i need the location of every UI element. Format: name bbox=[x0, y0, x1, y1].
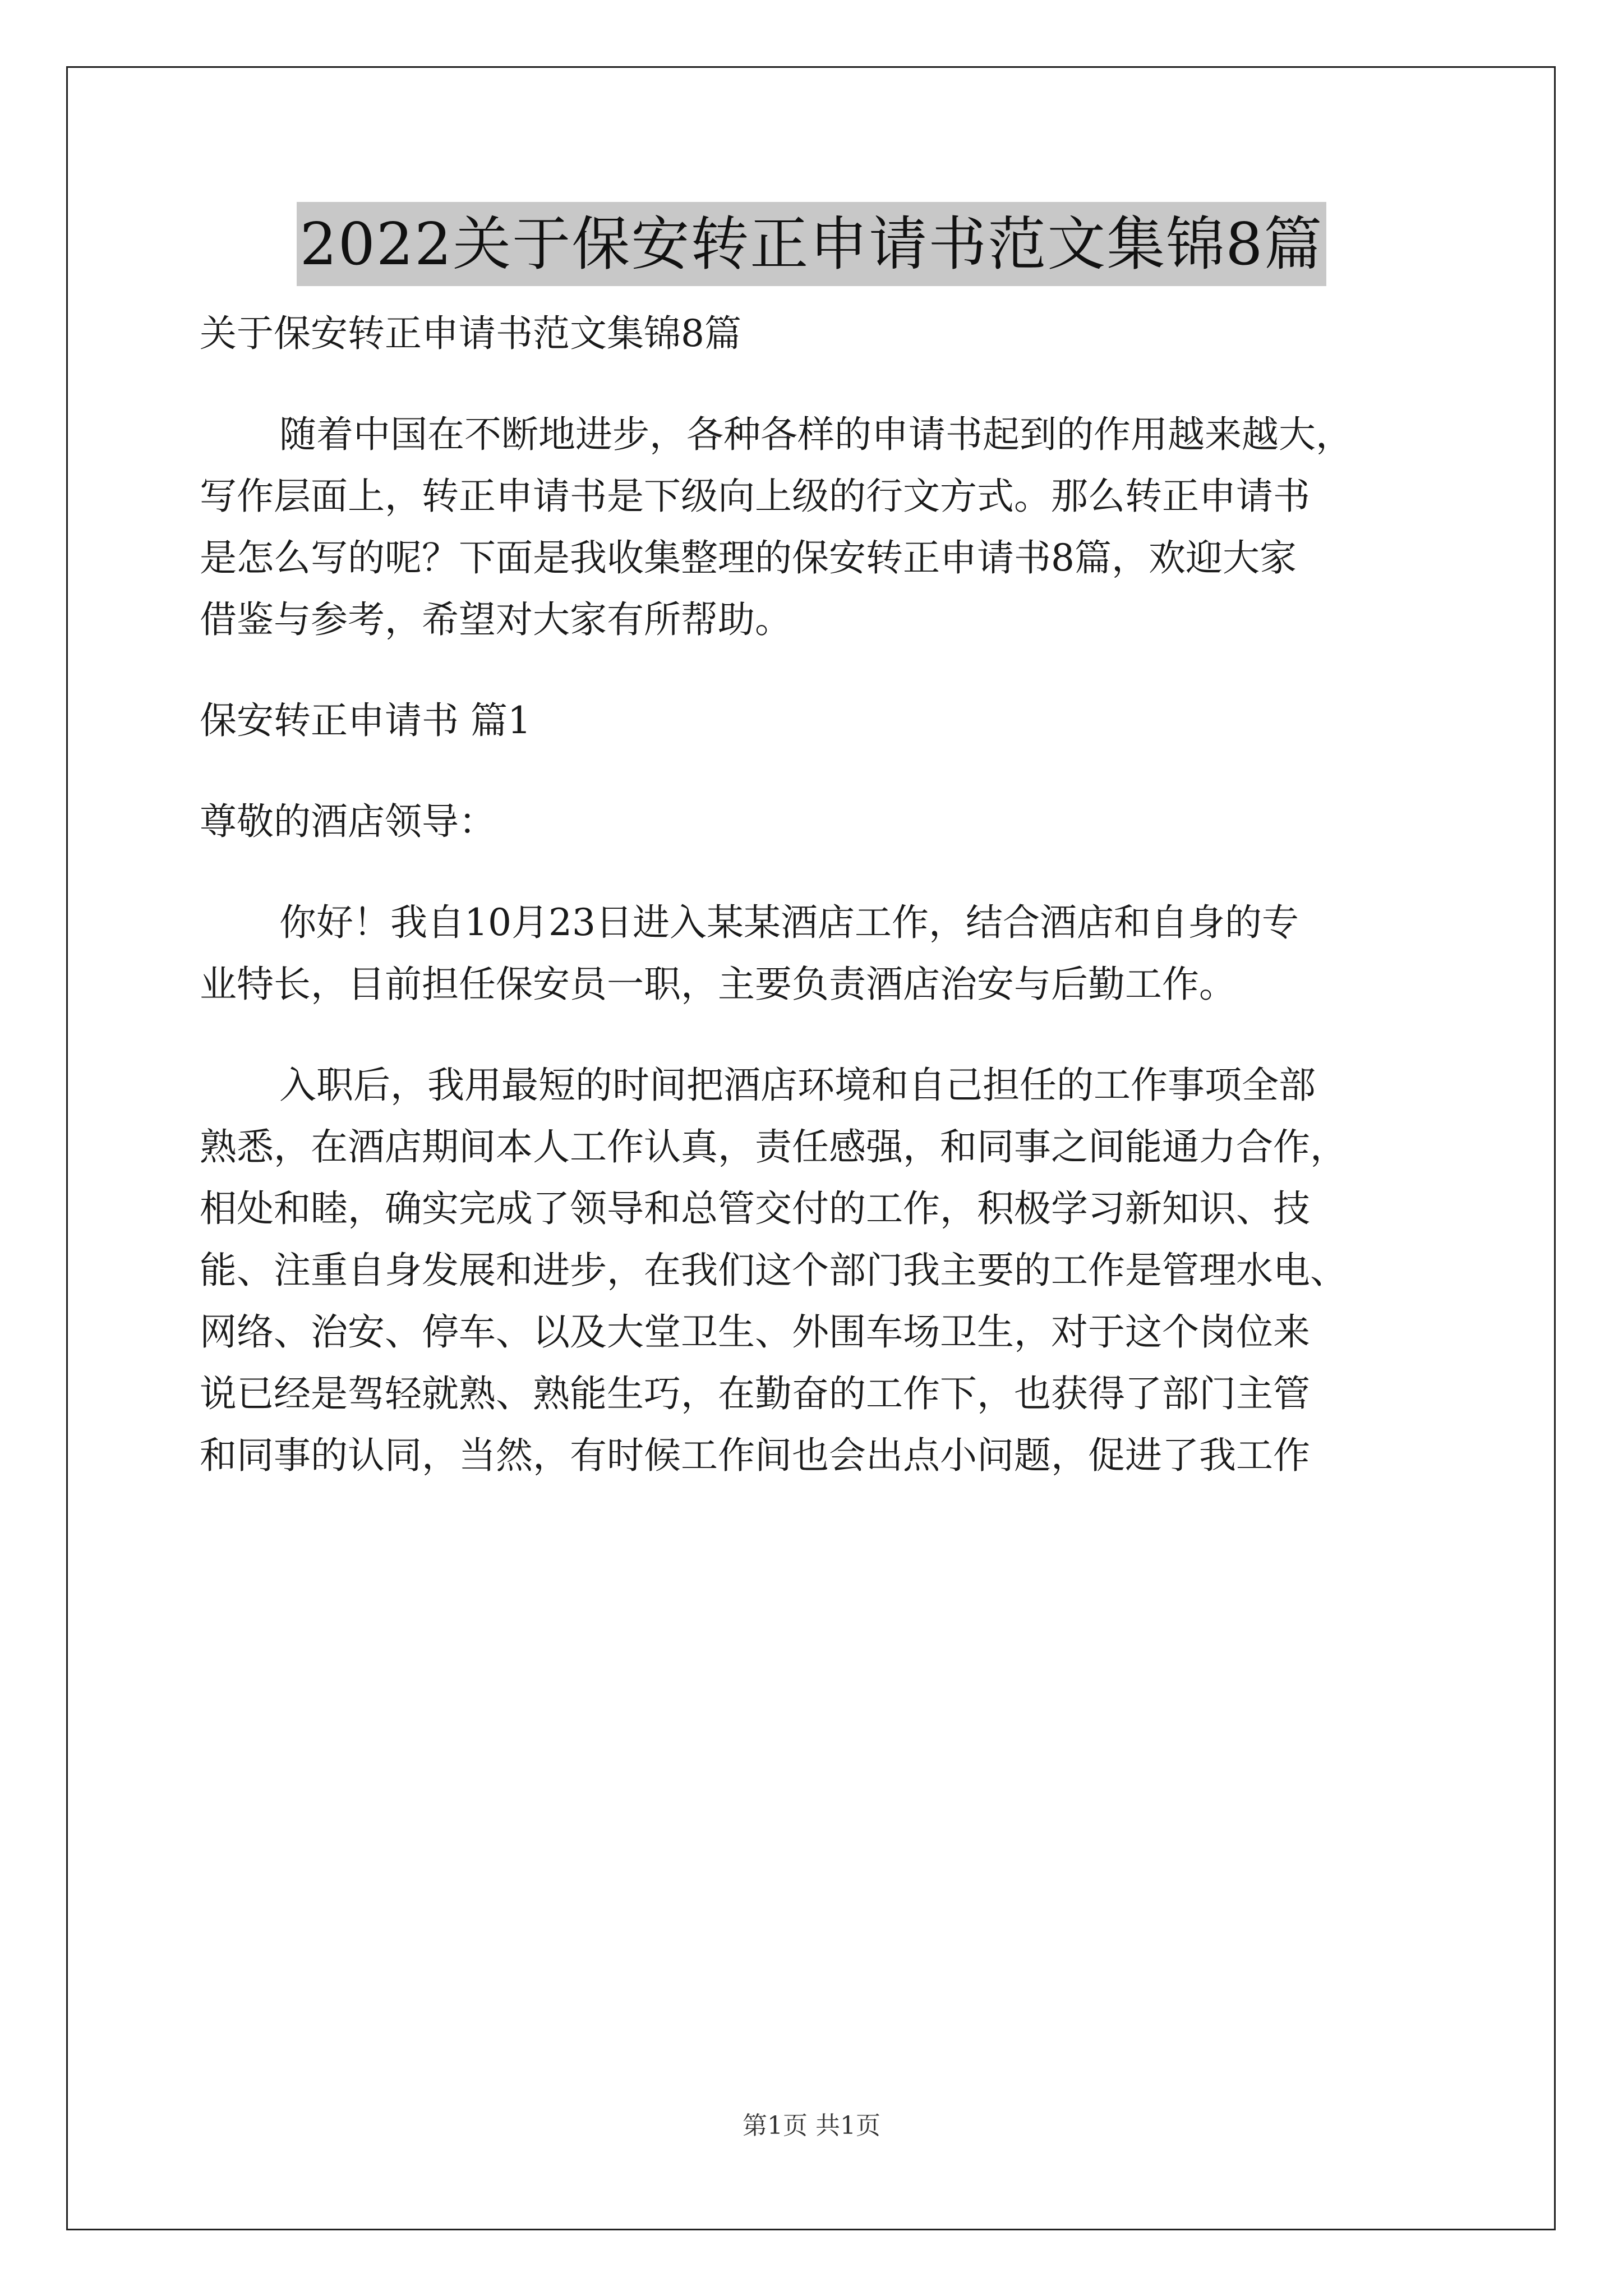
body-paragraph-1 bbox=[200, 892, 1456, 1015]
salutation: 尊敬的酒店领导： bbox=[200, 800, 496, 843]
paragraph-line: 入职后，我用最短的时间把酒店环境和自己担任的工作事项全部 bbox=[279, 1064, 1316, 1107]
paragraph-line: 说已经是驾轻就熟、熟能生巧，在勤奋的工作下，也获得了部门主管 bbox=[200, 1372, 1310, 1415]
paragraph-line: 借鉴与参考，希望对大家有所帮助。 bbox=[200, 598, 792, 641]
title-container bbox=[0, 202, 1623, 286]
paragraph-line: 是怎么写的呢？下面是我收集整理的保安转正申请书8篇，欢迎大家 bbox=[200, 536, 1297, 579]
intro-paragraph bbox=[200, 404, 1456, 651]
document-body bbox=[200, 303, 1456, 1487]
paragraph-line: 熟悉，在酒店期间本人工作认真，责任感强，和同事之间能通力合作， bbox=[200, 1125, 1347, 1168]
paragraph-line: 业特长，目前担任保安员一职，主要负责酒店治安与后勤工作。 bbox=[200, 963, 1236, 1006]
paragraph-line: 相处和睦，确实完成了领导和总管交付的工作，积极学习新知识、技 bbox=[200, 1187, 1310, 1230]
paragraph-line: 写作层面上，转正申请书是下级向上级的行文方式。那么转正申请书 bbox=[200, 475, 1310, 518]
paragraph-line: 随着中国在不断地进步，各种各样的申请书起到的作用越来越大， bbox=[279, 413, 1353, 456]
paragraph-line: 网络、治安、停车、以及大堂卫生、外围车场卫生，对于这个岗位来 bbox=[200, 1310, 1310, 1354]
paragraph-line: 能、注重自身发展和进步，在我们这个部门我主要的工作是管理水电、 bbox=[200, 1249, 1347, 1292]
subtitle: 关于保安转正申请书范文集锦8篇 bbox=[200, 312, 741, 355]
document-title: 2022关于保安转正申请书范文集锦8篇 bbox=[297, 202, 1327, 286]
paragraph-line: 和同事的认同，当然，有时候工作间也会出点小问题，促进了我工作 bbox=[200, 1434, 1310, 1477]
body-paragraph-2 bbox=[200, 1055, 1456, 1487]
paragraph-line: 你好！我自10月23日进入某某酒店工作，结合酒店和自身的专 bbox=[279, 901, 1299, 944]
page-footer: 第1页 共1页 bbox=[743, 2111, 880, 2140]
section-heading: 保安转正申请书 篇1 bbox=[200, 699, 531, 742]
